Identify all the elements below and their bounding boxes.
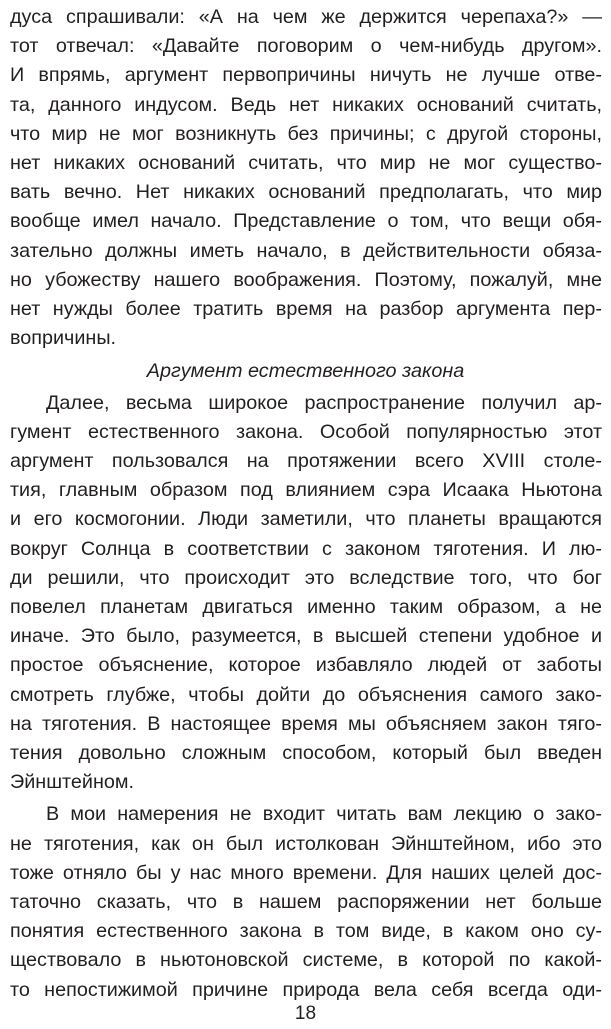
text-line: вообще имел начало. Представление о том, что вещи обя- bbox=[10, 210, 602, 233]
text-line: вать вечно. Нет никаких оснований предполагать, что мир bbox=[10, 181, 602, 204]
text-line: простое объяснение, которое избавляло людей от заботы bbox=[10, 654, 602, 677]
text-line: что мир не мог возникнуть без причины; с другой стороны, bbox=[10, 122, 602, 145]
text-line: гумент естественного закона. Особой популярностью этот bbox=[10, 420, 602, 443]
text-line: иначе. Это было, разумеется, в высшей степени удобное и bbox=[10, 625, 602, 648]
text-line: и его космогонии. Люди заметили, что планеты вращаются bbox=[10, 508, 602, 531]
text-line: на тяготения. В настоящее время мы объясняем закон тяго- bbox=[10, 712, 602, 735]
text-line: вокруг Солнца в соответствии с законом тяготения. И лю- bbox=[10, 537, 602, 560]
text-line: И впрямь, аргумент первопричины ничуть не лучше отве- bbox=[10, 64, 602, 87]
text-line: дуса спрашивали: «А на чем же держится черепаха?» — bbox=[10, 6, 602, 28]
text-line: В мои намерения не входит читать вам лекцию о зако- bbox=[46, 803, 602, 826]
text-line: Эйнштейном. bbox=[10, 771, 134, 794]
text-line: смотреть глубже, чтобы дойти до объяснения самого зако- bbox=[10, 683, 602, 706]
text-line: понятия естественного закона в том виде, в каком оно су- bbox=[10, 920, 602, 943]
text-line: та, данного индусом. Ведь нет никаких оснований считать, bbox=[10, 93, 602, 116]
page-number: 18 bbox=[294, 1003, 317, 1024]
section-heading: Аргумент естественного закона bbox=[146, 360, 465, 383]
text-line: нет нужды более тратить время на разбор аргумента пер- bbox=[10, 298, 602, 320]
text-line: но убожеству нашего воображения. Поэтому, пожалуй, мне bbox=[10, 268, 602, 291]
text-line: таточно сказать, что в нашем распоряжении нет больше bbox=[10, 891, 602, 913]
text-line: Далее, весьма широкое распространение получил ар- bbox=[46, 391, 602, 414]
text-line: тоже отняло бы у нас много времени. Для наших целей дос- bbox=[10, 861, 602, 884]
text-line: то непостижимой причине природа вела себя всегда оди- bbox=[10, 978, 602, 1001]
text-line: аргумент пользовался на протяжении всего XVIII столе- bbox=[10, 450, 602, 472]
text-line: не тяготения, как он был истолкован Эйнштейном, ибо это bbox=[10, 832, 602, 855]
text-line: повелел планетам двигаться именно таким образом, а не bbox=[10, 596, 602, 618]
text-line: вопричины. bbox=[10, 327, 117, 350]
text-line: ществовало в ньютоновской системе, в которой по какой- bbox=[10, 949, 602, 972]
text-line: тот отвечал: «Давайте поговорим о чем-нибудь другом». bbox=[10, 35, 602, 58]
text-line: нет никаких оснований считать, что мир не мог существо- bbox=[10, 152, 602, 174]
text-line: тия, главным образом под влиянием сэра Исаака Ньютона bbox=[10, 479, 602, 502]
text-line: ди решили, что происходит это вследствие того, что бог bbox=[10, 566, 602, 589]
text-line: зательно должны иметь начало, в действительности обяза- bbox=[10, 239, 602, 262]
text-line: тения довольно сложным способом, который был введен bbox=[10, 742, 602, 764]
